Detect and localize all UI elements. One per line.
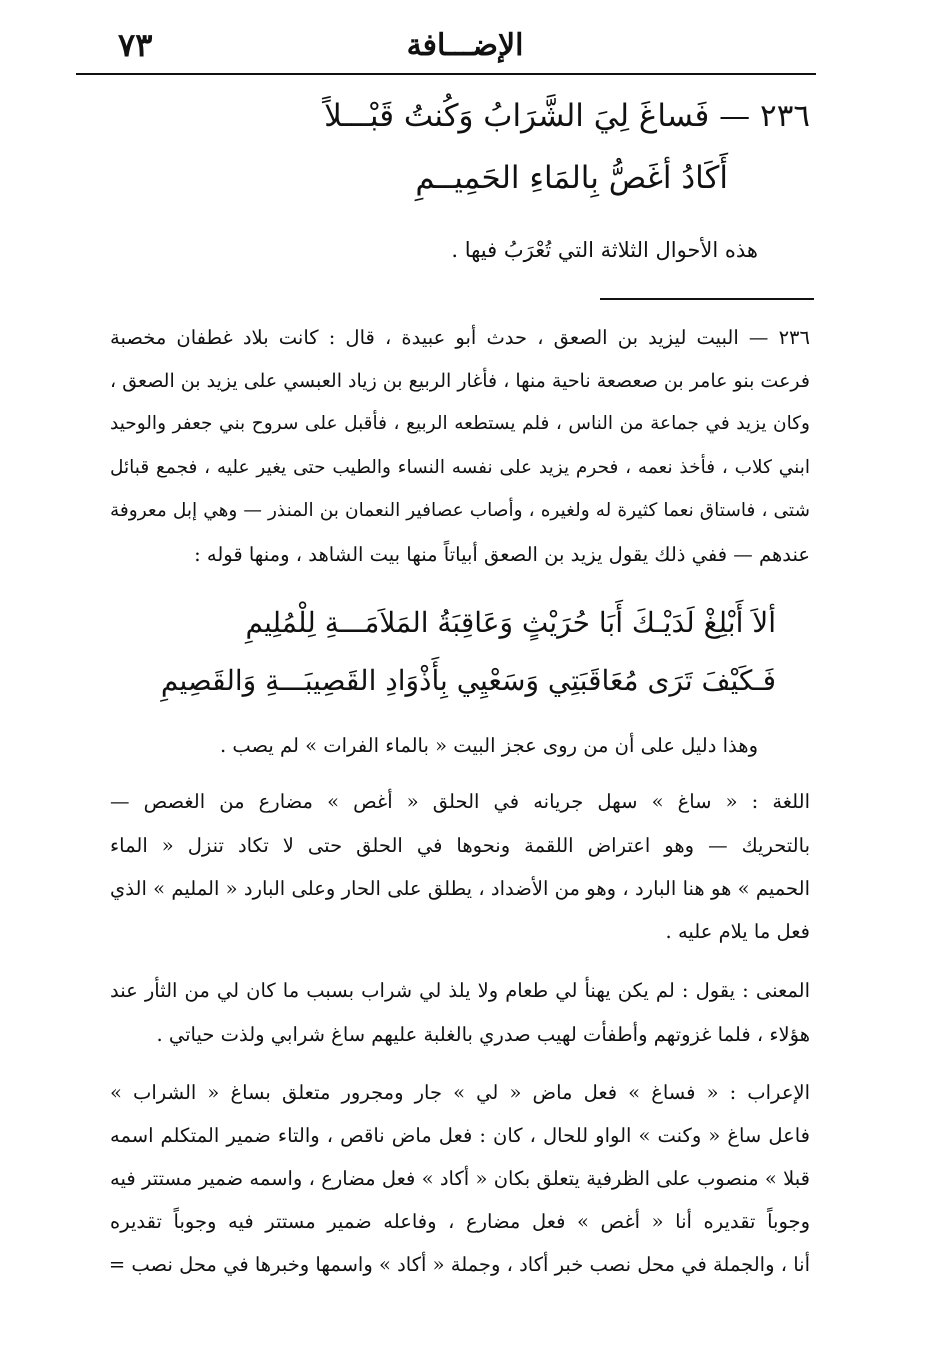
- parsing-line: فاعل ساغ « وكنت » الواو للحال ، كان : فعل ماض ناقص ، والتاء ضمير المتكلم اسمه: [110, 1124, 810, 1147]
- poem-line: فَـكَيْفَ تَرَى مُعَاقَبَتِي وَسَعْيِي بِأَذْوَادِ القَصِيبَـــةِ وَالقَصِيمِ: [160, 664, 776, 697]
- parsing-line: أنا ، والجملة في محل نصب خبر أكاد ، وجملة « أكاد » واسمها وخبرها في محل نصب =: [108, 1253, 810, 1276]
- verse-second-hemistich: أَكَادُ أغَصُّ بِالمَاءِ الحَمِيــمِ: [415, 160, 728, 196]
- after-poem-text: وهذا دليل على أن من روى عجز البيت « بالماء الفرات » لم يصب .: [219, 734, 758, 757]
- page-number: ٧٣: [118, 26, 153, 64]
- commentary-line: ابني كلاب ، فأخذ نعمه ، فحرم يزيد على نفسه النساء والطيب حتى يغير عليه ، فجمع قبائل: [110, 457, 810, 478]
- language-line: بالتحريك — وهو اعتراض اللقمة ونحوها في الحلق حتى لا تكاد تنزل « الماء: [110, 834, 810, 857]
- language-line: الحميم » هو هنا البارد ، وهو من الأضداد ، يطلق على الحار وعلى البارد « المليم » الذي: [110, 877, 810, 900]
- running-head-title: الإضـــافة: [406, 28, 524, 63]
- footnote-rule: [600, 298, 814, 300]
- language-line: فعل ما يلام عليه .: [665, 920, 810, 943]
- commentary-line: وكان يزيد في جماعة من الناس ، فلم يستطعه الربيع ، فأقبل على سروح بني جعفر والوحيد: [110, 413, 810, 434]
- meaning-line: هؤلاء ، فلما غزوتهم وأطفأت لهيب صدري بالغلبة عليهم ساغ شرابي ولذت حياتي .: [156, 1023, 810, 1046]
- poem-line: ألاَ أَبْلِغْ لَدَيْـكَ أَبَا حُرَيْثٍ وَعَاقِبَةُ المَلاَمَـــةِ لِلْمُلِيمِ: [245, 606, 776, 639]
- language-line: اللغة : « ساغ » سهل جريانه في الحلق « أغص » مضارع من الغصص —: [110, 790, 810, 813]
- commentary-line: ٢٣٦ — البيت ليزيد بن الصعق ، حدث أبو عبيدة ، قال : كانت بلاد غطفان مخصبة: [110, 326, 810, 349]
- parsing-line: قبلا » منصوب على الظرفية يتعلق بكان « أكاد » فعل مضارع ، واسمه ضمير مستتر فيه: [110, 1167, 810, 1190]
- commentary-line: شتى ، فاستاق نعما كثيرة له ولغيره ، وأصاب عصافير النعمان بن المنذر — وهي إبل معروفة: [110, 500, 810, 521]
- meaning-line: المعنى : يقول : لم يكن يهنأ لي طعام ولا يلذ لي شراب بسبب ما كان لي من الثأر عند: [110, 979, 810, 1002]
- parsing-line: وجوباً تقديره أنا « أغص » فعل مضارع ، وفاعله ضمير مستتر فيه وجوباً تقديره: [110, 1210, 810, 1233]
- intro-text: هذه الأحوال الثلاثة التي تُعْرَبُ فيها .: [451, 238, 758, 262]
- header-rule: [76, 73, 816, 75]
- commentary-line: عندهم — ففي ذلك يقول يزيد بن الصعق أبياتاً منها بيت الشاهد ، ومنها قوله :: [194, 543, 810, 566]
- parsing-line: الإعراب : « فساغ » فعل ماض « لي » جار ومجرور متعلق بساغ « الشراب »: [110, 1081, 810, 1104]
- commentary-line: فرعت بنو عامر بن صعصعة ناحية منها ، فأغار الربيع بن زياد العبسي على يزيد بن الصعق ،: [110, 370, 810, 392]
- verse-first-hemistich: ٢٣٦ — فَساغَ لِيَ الشَّرَابُ وَكُنتُ قَبْـــلاً: [324, 98, 810, 134]
